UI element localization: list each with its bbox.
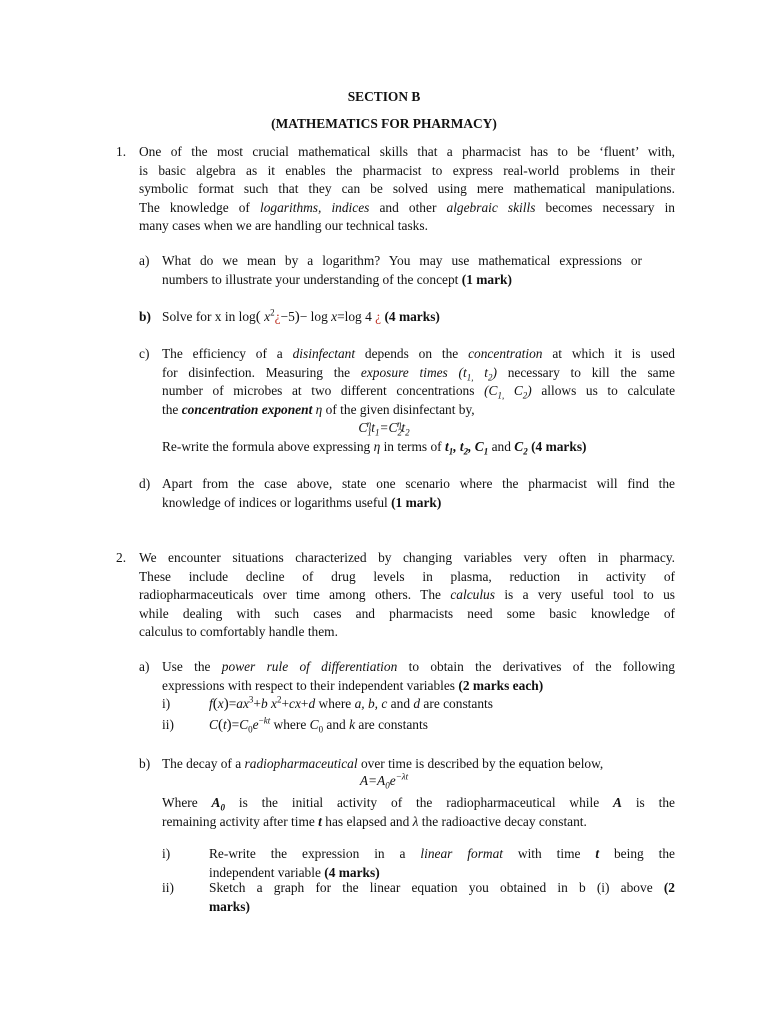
q1c-line: the concentration exponent η of the given disinfectant by, — [162, 401, 475, 417]
concentration-expression: $C(t)=C_0e^{-kt}$ — [209, 715, 271, 735]
q2-intro-line: while dealing with such cases and pharmacists need some basic knowledge of — [139, 605, 675, 621]
text: and — [387, 696, 414, 711]
log-equation: log( $x^2¿-5)- \log x=\log$ 4 ¿ — [238, 307, 382, 325]
q2b-line1 — [162, 755, 675, 774]
question-1-number: 1. — [116, 144, 127, 159]
text: The efficiency of a — [162, 346, 293, 361]
marks: (1 mark) — [461, 271, 512, 287]
text: radiopharmaceuticals over time among others. The — [139, 587, 451, 602]
q2b-ii-line — [209, 879, 675, 898]
text-italic: radiopharmaceutical — [244, 756, 358, 771]
q1a-label: a) — [139, 253, 150, 268]
text: and — [323, 717, 350, 732]
q1a-line — [162, 271, 642, 290]
text: of the given disinfectant by, — [322, 401, 475, 417]
q1-intro-line: symbolic format such that they can be solved using mere mathematical manipulations. — [139, 181, 675, 196]
q2b-i-label: i) — [162, 846, 171, 861]
text: allows us to calculate — [531, 383, 676, 398]
text-italic: d — [413, 696, 421, 711]
section-subtitle: (MATHEMATICS FOR PHARMACY) — [271, 116, 497, 131]
text: to obtain the derivatives of the following — [397, 659, 675, 674]
q1c-label: c) — [139, 346, 150, 361]
text-italic: concentration — [468, 346, 543, 361]
q2a-line — [162, 658, 675, 677]
text: with time — [503, 846, 596, 861]
q1c-line — [162, 345, 675, 364]
q2-intro-line — [139, 586, 675, 605]
q1d-line — [162, 494, 675, 513]
marks: marks) — [209, 898, 250, 914]
marks: (2 — [663, 880, 675, 895]
text: Sketch a graph for the linear equation you obtained in b (i) above — [209, 880, 664, 895]
question-2-intro — [139, 549, 675, 642]
q2b-text — [162, 794, 675, 831]
q2b-ii-text — [209, 879, 675, 916]
text: Where — [162, 795, 212, 810]
text: necessary to kill the same — [496, 364, 675, 380]
text-italic: a, b, c — [354, 696, 388, 711]
q1-intro-line: many cases when we are handling our technical tasks. — [139, 218, 428, 233]
q2b-ii-line — [209, 898, 675, 917]
q1-intro-line — [139, 199, 675, 218]
text: knowledge of indices or logarithms useful — [162, 494, 392, 510]
question-2-number: 2. — [116, 550, 127, 565]
q2a-label: a) — [139, 659, 150, 674]
q2a-text — [162, 658, 675, 695]
text: for disinfection. Measuring the — [162, 364, 361, 380]
text: Re-write the formula above expressing — [162, 439, 374, 454]
q1d-text — [162, 475, 675, 512]
text: over time is described by the equation below, — [357, 756, 604, 771]
text: and — [488, 439, 515, 454]
q1c-line: for disinfection. Measuring the exposure times ($t_{1,}$ $t_2$) necessary to kill the same — [162, 364, 675, 383]
q2b-line: remaining activity after time t has elapsed and λ the radioactive decay constant. — [162, 813, 587, 829]
text: has elapsed and — [321, 813, 413, 829]
q1d-line: Apart from the case above, state one scenario where the pharmacist will find the — [162, 476, 675, 491]
q1b-text — [162, 308, 675, 327]
text-italic: calculus — [450, 587, 495, 602]
text: where — [270, 717, 310, 732]
marks: (4 marks) — [324, 864, 380, 880]
section-title: SECTION B — [347, 89, 421, 104]
q2b-i-line: Re-write the expression in a linear format with time t being the — [209, 846, 676, 861]
q2-intro-line: calculus to comfortably handle them. — [139, 624, 338, 639]
text: numbers to illustrate your understanding of the concept — [162, 271, 462, 287]
q2b-line: Where $A_0$ is the initial activity of the radiopharmaceutical while A is the — [162, 795, 675, 813]
text: is the initial activity of the radiopharmaceutical while — [224, 795, 614, 810]
text: The decay of a — [162, 756, 245, 771]
text: the radioactive decay constant. — [418, 813, 587, 829]
q2a-line — [162, 677, 675, 696]
q2-intro-line: We encounter situations characterized by changing variables very often in pharmacy. — [139, 550, 675, 565]
text: number of microbes at two different concentrations — [162, 383, 485, 398]
text: being the — [599, 846, 676, 861]
marks: (4 marks) — [531, 439, 587, 454]
text: becomes necessary in — [535, 199, 675, 215]
text-italic: linear format — [420, 846, 503, 861]
text: are constants — [355, 717, 428, 732]
text: remaining activity after time — [162, 813, 319, 829]
text-italic: algebraic skills — [446, 199, 536, 215]
q2b-label: b) — [139, 756, 151, 771]
q1-intro-line: One of the most crucial mathematical skills that a pharmacist has to be ‘fluent’ with, — [139, 144, 675, 159]
text: The knowledge of — [139, 199, 260, 215]
q2a-i-text — [209, 695, 675, 714]
text-italic: disinfectant — [292, 346, 356, 361]
text: at which it is used — [542, 346, 676, 361]
text-italic: logarithms, indices — [259, 199, 370, 215]
q1b-label: b) — [139, 309, 151, 324]
decay-equation: $A=A_0e^{-\lambda t}$ — [359, 771, 409, 791]
concentration-exponent-formula: $C_1^\eta t_1=C_2^\eta t_2$ — [358, 418, 410, 438]
text: Use the — [162, 659, 222, 674]
text-italic: k — [349, 717, 356, 732]
text: independent variable — [209, 864, 325, 880]
polynomial-expression: $f(x)=ax^3+b$ $x^2+cx+d$ — [209, 694, 316, 712]
q2a-i-label: i) — [162, 696, 171, 711]
marks: (2 marks each) — [458, 677, 544, 693]
text: the — [162, 401, 182, 417]
text: expressions with respect to their independent variables — [162, 677, 459, 693]
q1a-line: What do we mean by a logarithm? You may use mathematical expressions or — [162, 253, 642, 268]
text-italic: exposure times — [360, 364, 448, 380]
text: depends on the — [355, 346, 469, 361]
text: in terms of — [380, 439, 445, 454]
q2a-ii-label: ii) — [162, 717, 174, 732]
q1c-instruction: Re-write the formula above expressing η in terms of $t_1$, $t_2$, $C_1$ and $C_2$ (4 marks) — [162, 439, 587, 457]
text: Solve for x in — [162, 309, 239, 324]
text: is the — [621, 795, 675, 810]
marks: (4 marks) — [384, 309, 440, 324]
marks: (1 mark) — [391, 494, 442, 510]
q1a-text — [162, 252, 642, 289]
q2b-ii-label: ii) — [162, 880, 174, 895]
text-bold-italic: concentration exponent — [181, 401, 313, 417]
q1-intro-line: is basic algebra as it enables the pharmacist to express real-world problems in their — [139, 162, 675, 178]
q2a-ii-text: $C(t)=C_0e^{-kt}$ where $C_0$ and k are constants — [209, 715, 428, 735]
text-italic: power rule of differentiation — [221, 659, 398, 674]
q2b-i-text — [209, 845, 675, 882]
text: and other — [369, 199, 447, 215]
text: where — [315, 696, 355, 711]
q2-intro-line: These include decline of drug levels in plasma, reduction in activity of — [139, 568, 675, 584]
q1c-line: number of microbes at two different concentrations ($C_{1,}$ $C_2$) allows us to calculate — [162, 383, 676, 401]
question-1-intro — [139, 143, 675, 236]
q1c-text — [162, 345, 675, 419]
q1d-label: d) — [139, 476, 151, 491]
text: Re-write the expression in a — [209, 846, 421, 861]
text: are constants — [420, 696, 493, 711]
text: is a very useful tool to us — [494, 587, 676, 602]
